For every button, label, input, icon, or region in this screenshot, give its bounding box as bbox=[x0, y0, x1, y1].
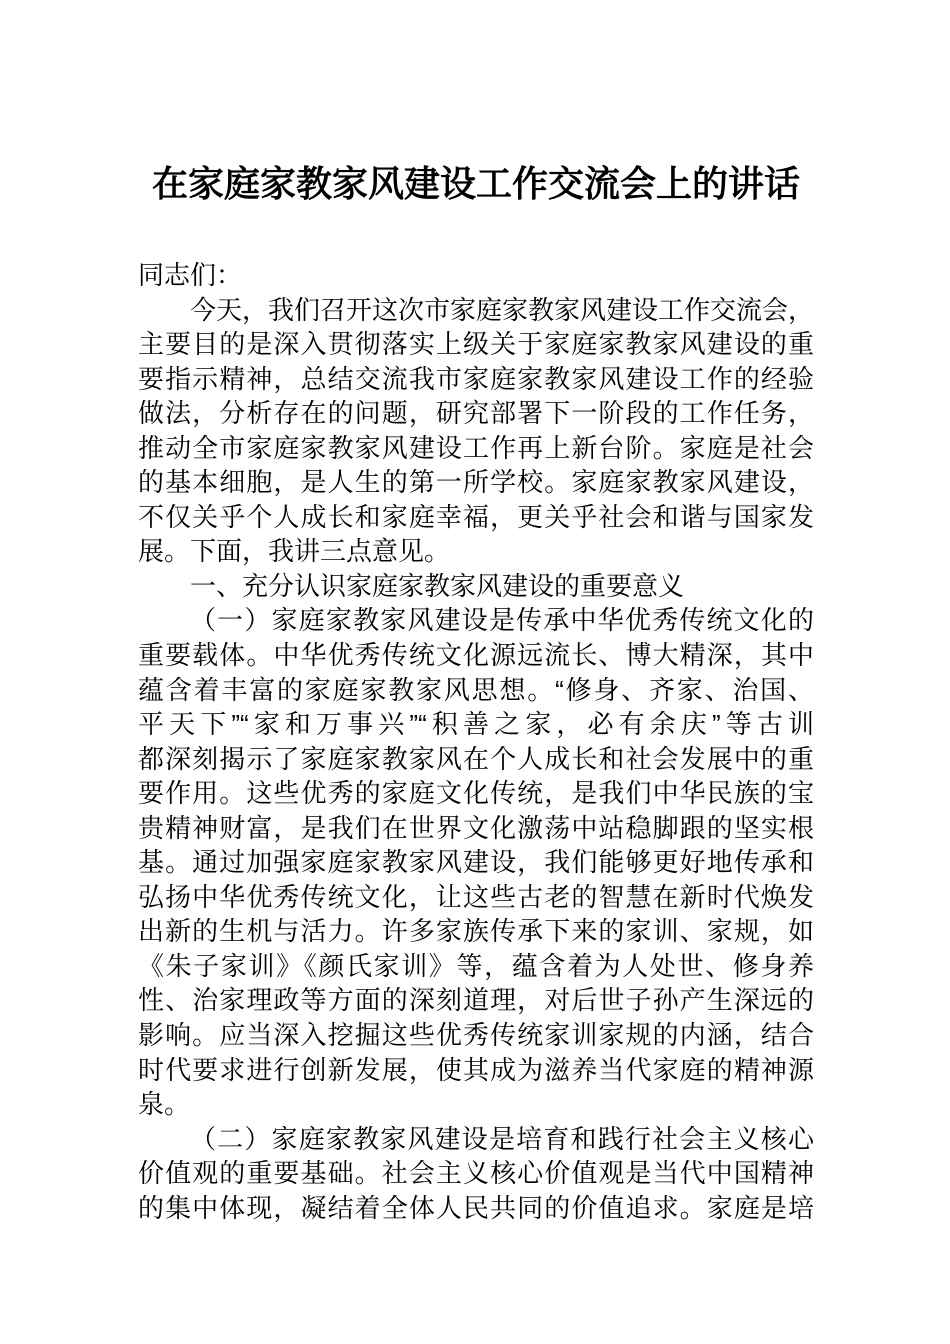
text-line: 做法，分析存在的问题，研究部署下一阶段的工作任务， bbox=[138, 398, 814, 429]
paragraph-salutation bbox=[138, 258, 814, 293]
text-line: 的基本细胞，是人生的第一所学校。家庭家教家风建设， bbox=[138, 467, 814, 498]
text-line: 泉。 bbox=[138, 1089, 191, 1120]
text-line: 出新的生机与活力。许多家族传承下来的家训、家规，如 bbox=[138, 916, 814, 947]
paragraph-body bbox=[138, 293, 814, 569]
text-line: 都深刻揭示了家庭家教家风在个人成长和社会发展中的重 bbox=[138, 743, 814, 774]
text-line: 不仅关乎个人成长和家庭幸福，更关乎社会和谐与国家发 bbox=[138, 501, 814, 532]
text-line: 要指示精神，总结交流我市家庭家教家风建设工作的经验 bbox=[138, 363, 814, 394]
paragraph-body bbox=[138, 1122, 814, 1226]
document-title: 在家庭家教家风建设工作交流会上的讲话 bbox=[151, 163, 800, 204]
text-line: 贵精神财富，是我们在世界文化激荡中站稳脚跟的坚实根 bbox=[138, 812, 814, 843]
text-line: 蕴含着丰富的家庭家教家风思想。“修身、齐家、治国、 bbox=[138, 674, 814, 705]
text-line: 同志们： bbox=[138, 260, 243, 290]
text-line: （一）家庭家教家风建设是传承中华优秀传统文化的 bbox=[190, 605, 814, 636]
text-line: 推动全市家庭家教家风建设工作再上新台阶。家庭是社会 bbox=[138, 432, 814, 463]
text-line: 《朱子家训》《颜氏家训》等，蕴含着为人处世、修身养 bbox=[138, 950, 814, 981]
text-line: 主要目的是深入贯彻落实上级关于家庭家教家风建设的重 bbox=[138, 329, 814, 360]
text-line: 基。通过加强家庭家教家风建设，我们能够更好地传承和 bbox=[138, 847, 814, 878]
text-line: 弘扬中华优秀传统文化，让这些古老的智慧在新时代焕发 bbox=[138, 881, 814, 912]
paragraph-body bbox=[138, 603, 814, 1121]
text-line: 平天下”“家和万事兴”“积善之家，必有余庆”等古训 bbox=[138, 709, 814, 740]
text-line: 价值观的重要基础。社会主义核心价值观是当代中国精神 bbox=[138, 1158, 814, 1189]
text-line: 要作用。这些优秀的家庭文化传统，是我们中华民族的宝 bbox=[138, 778, 814, 809]
text-line: 重要载体。中华优秀传统文化源远流长、博大精深，其中 bbox=[138, 640, 814, 671]
paragraph-heading bbox=[138, 569, 814, 604]
text-line: （二）家庭家教家风建设是培育和践行社会主义核心 bbox=[190, 1123, 814, 1154]
text-line: 性、治家理政等方面的深刻道理，对后世子孙产生深远的 bbox=[138, 985, 814, 1016]
text-line: 的集中体现，凝结着全体人民共同的价值追求。家庭是培 bbox=[138, 1192, 814, 1223]
document-body bbox=[138, 258, 814, 1225]
text-line: 展。下面，我讲三点意见。 bbox=[138, 536, 451, 567]
text-line: 影响。应当深入挖掘这些优秀传统家训家规的内涵，结合 bbox=[138, 1020, 814, 1051]
text-line: 今天，我们召开这次市家庭家教家风建设工作交流会， bbox=[190, 294, 814, 325]
text-line: 一、充分认识家庭家教家风建设的重要意义 bbox=[190, 570, 685, 601]
text-line: 时代要求进行创新发展，使其成为滋养当代家庭的精神源 bbox=[138, 1054, 814, 1085]
